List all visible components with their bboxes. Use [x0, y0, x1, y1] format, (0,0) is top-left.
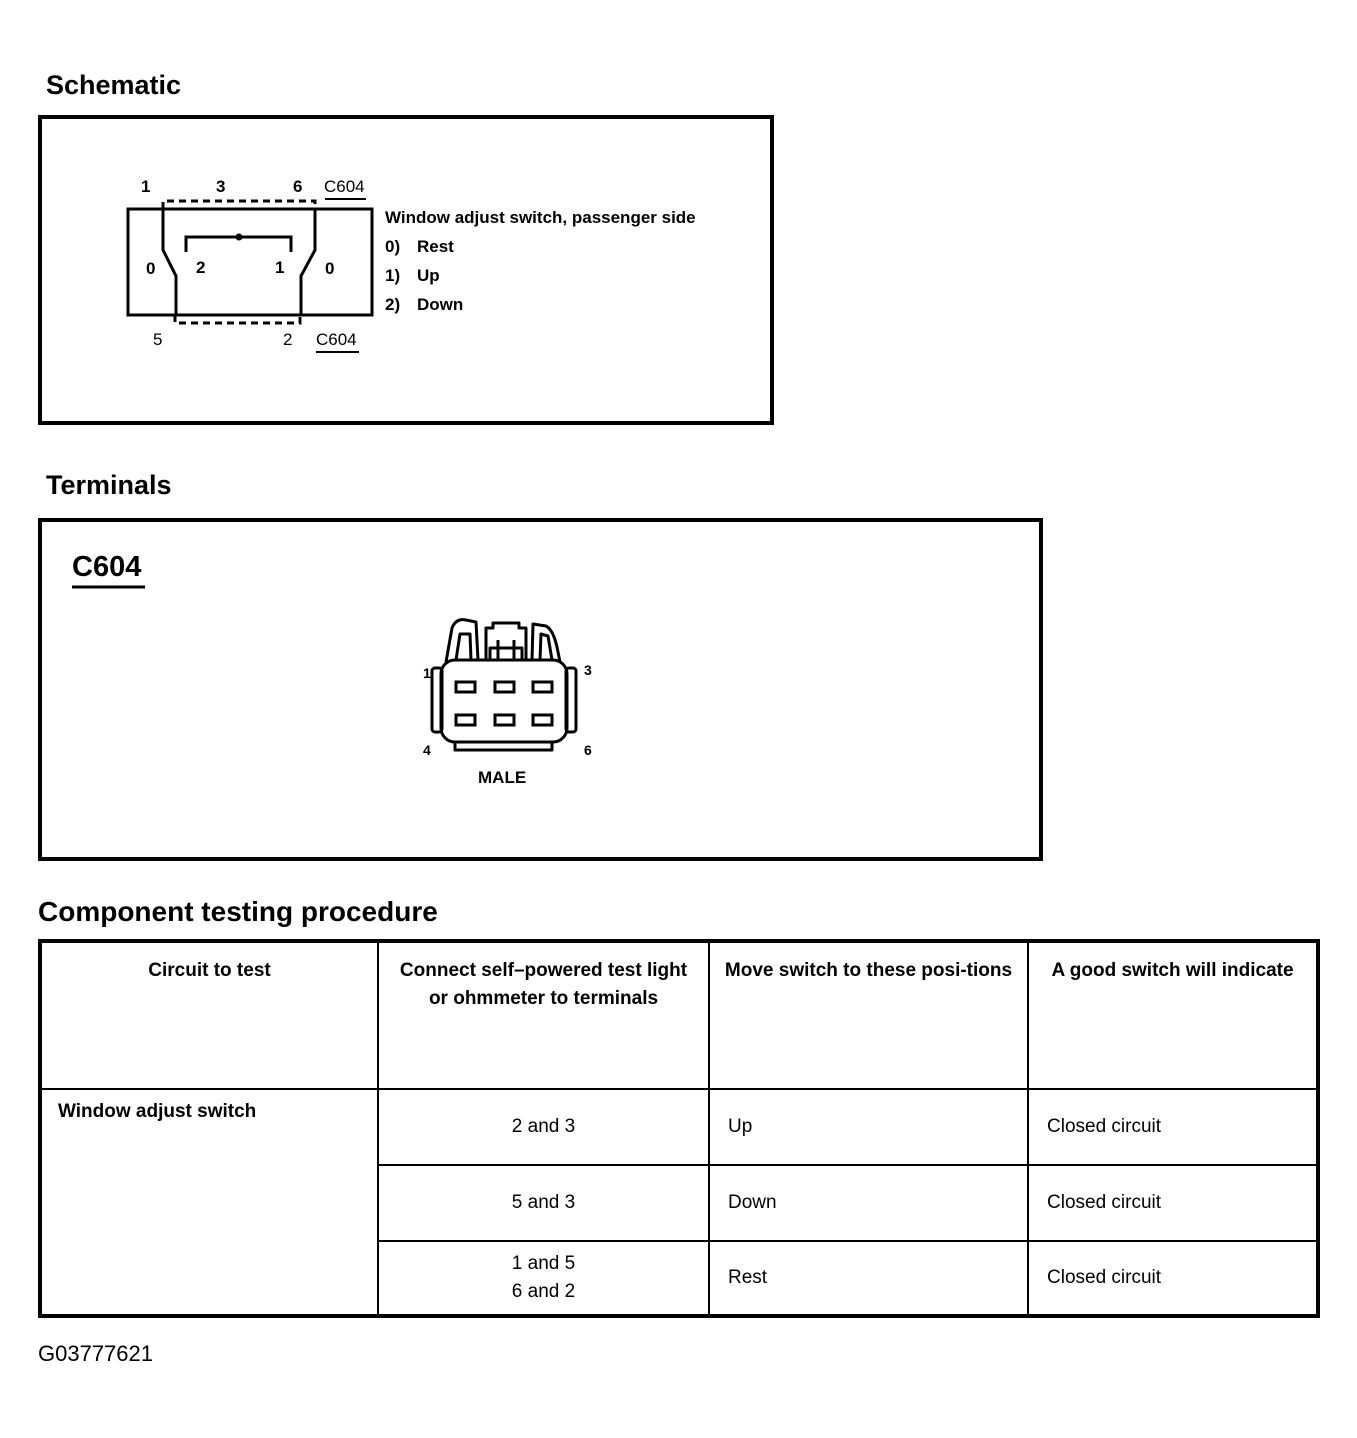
circuit-cell: Window adjust switch: [40, 1089, 378, 1316]
terminals-heading: Terminals: [46, 470, 172, 500]
terminals-cell: [378, 1241, 709, 1316]
result-cell: Closed circuit: [1028, 1165, 1318, 1240]
bottom-pin-label: 5: [153, 330, 163, 349]
position-label: 2: [196, 258, 206, 277]
bottom-pin-label: 2: [283, 330, 293, 349]
position-label: 0: [325, 259, 335, 278]
pin-label: 6: [584, 742, 592, 758]
pin-label: 3: [584, 662, 592, 678]
position-cell: Up: [709, 1089, 1028, 1165]
column-header: Move switch to these posi-tions: [709, 941, 1028, 1089]
terminals-cell: 5 and 3: [378, 1165, 709, 1240]
terminals-pair: 6 and 2: [511, 1280, 576, 1302]
column-header: A good switch will indicate: [1028, 941, 1318, 1089]
position-cell: Down: [709, 1165, 1028, 1240]
pin-cavities: [456, 682, 552, 725]
legend-key: 2): [385, 295, 401, 314]
figure-id: G03777621: [38, 1341, 153, 1366]
column-header: Connect self–powered test light or ohmmeter to terminals: [378, 941, 709, 1089]
connector-housing: [432, 620, 576, 750]
legend-key: 0): [385, 237, 401, 256]
terminals-pair: 1 and 5: [511, 1252, 576, 1274]
connector-name: C604: [72, 551, 142, 583]
top-pin-label: 1: [141, 177, 151, 196]
result-cell: Closed circuit: [1028, 1089, 1318, 1165]
procedure-table: [38, 939, 1320, 1318]
legend-key: 1): [385, 266, 401, 285]
top-pin-label: 3: [216, 177, 226, 196]
position-cell: Rest: [709, 1241, 1028, 1316]
legend-label: Up: [417, 266, 440, 285]
connector-gender: MALE: [478, 768, 527, 787]
pin-label: 4: [423, 742, 431, 758]
table-row: [40, 1089, 1318, 1165]
legend-label: Down: [417, 295, 464, 314]
schematic-heading: Schematic: [46, 70, 182, 100]
position-label: 0: [146, 259, 156, 278]
pin-label: 1: [423, 665, 431, 681]
legend-title: Window adjust switch, passenger side: [385, 208, 696, 227]
top-pin-label: 6: [293, 177, 303, 196]
column-header: Circuit to test: [40, 941, 378, 1089]
position-label: 1: [275, 258, 285, 277]
legend-label: Rest: [417, 237, 454, 256]
connector-label-bottom: C604: [316, 330, 357, 349]
procedure-heading: Component testing procedure: [38, 896, 438, 927]
result-cell: Closed circuit: [1028, 1241, 1318, 1316]
connector-label-top: C604: [324, 177, 365, 196]
table-header-row: [40, 941, 1318, 1089]
terminals-cell: 2 and 3: [378, 1089, 709, 1165]
